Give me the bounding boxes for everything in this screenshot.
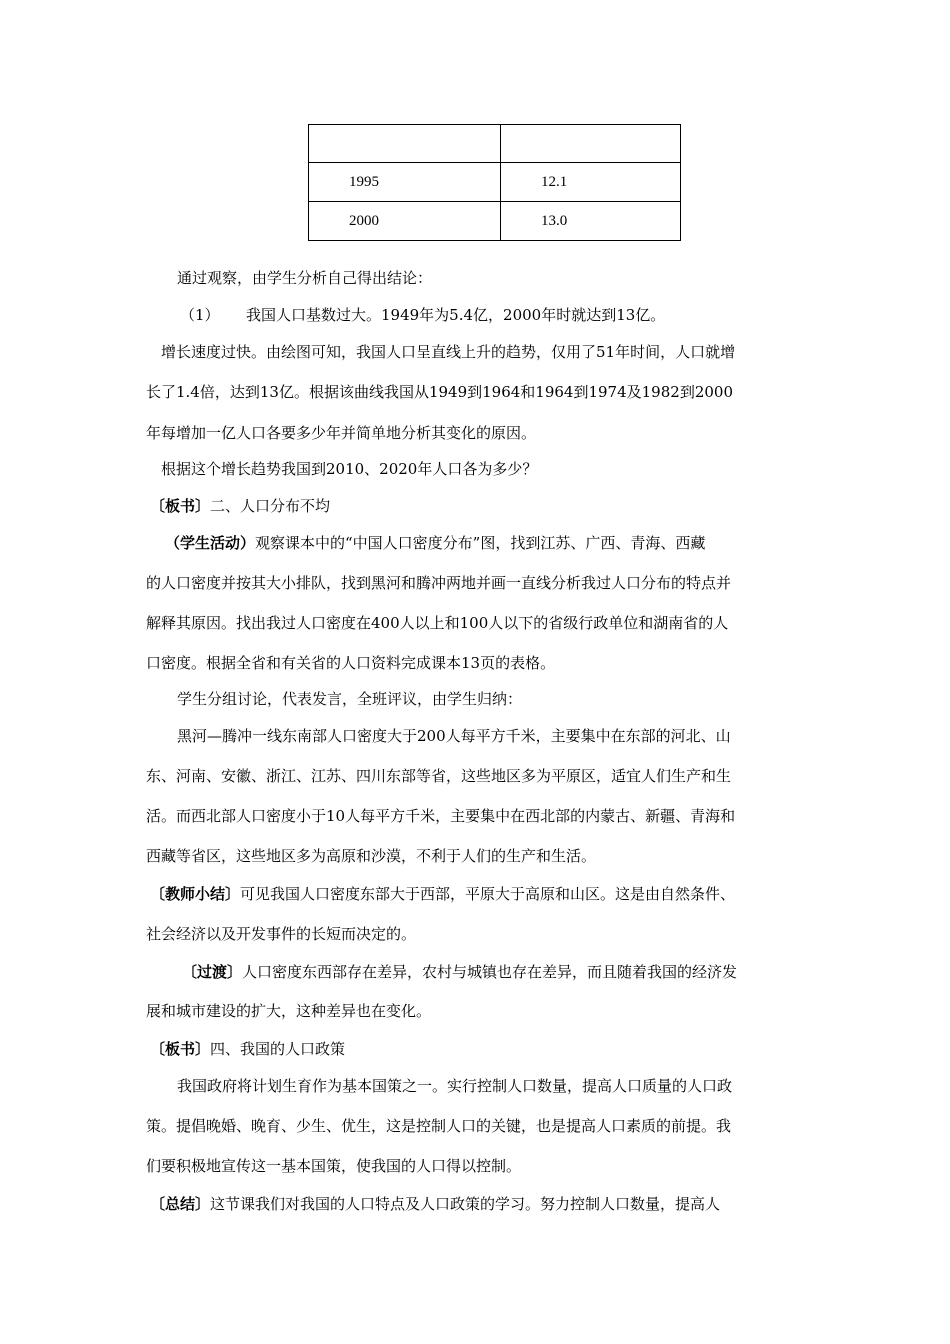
paragraph-line: 活。而西北部人口密度小于10人每平方千米，主要集中在西北部的内蒙古、新疆、青海和 [146,807,736,825]
table-row [309,202,681,241]
paragraph-line: 根据这个增长趋势我国到2010、2020年人口各为多少？ [161,460,538,478]
paragraph-text: 可见我国人口密度东部大于西部，平原大于高原和山区。这是由自然条件、 [240,885,736,903]
table-cell-population: 12.1 [501,163,681,202]
table-cell-year: 1995 [309,163,501,202]
section-label: 〔教师小结〕 [150,885,241,903]
section-heading: 四、我国的人口政策 [210,1040,346,1058]
paragraph-line [165,533,705,553]
section-label: 〔过渡〕 [182,963,243,981]
paragraph-line: 口密度。根据全省和有关省的人口资料完成课本13页的表格。 [146,654,556,672]
paragraph-line: 们要积极地宣传这一基本国策，使我国的人口得以控制。 [146,1157,522,1175]
paragraph-line: 策。提倡晚婚、晚育、少生、优生，这是控制人口的关键，也是提高人口素质的前提。我 [146,1117,732,1135]
paragraph-line: 的人口密度并按其大小排队，找到黑河和腾冲两地并画一直线分析我过人口分布的特点并 [146,574,732,592]
table-cell-year [309,125,501,163]
table-row [309,163,681,202]
section-label: （学生活动） [165,534,256,552]
paragraph-line: 西藏等省区，这些地区多为高原和沙漠，不利于人们的生产和生活。 [146,847,597,865]
population-table [308,124,681,241]
paragraph-text: 这节课我们对我国的人口特点及人口政策的学习。努力控制人口数量，提高人 [210,1195,721,1213]
paragraph-text: 人口密度东西部存在差异，农村与城镇也存在差异，而且随着我国的经济发 [242,963,738,981]
section-heading: 二、人口分布不均 [210,497,331,515]
paragraph-line [182,962,737,982]
section-label: 〔板书〕 [150,497,211,515]
paragraph-line: 我国人口基数过大。1949年为5.4亿，2000年时就达到13亿。 [246,306,666,324]
paragraph-line [150,1194,720,1214]
table-cell-population [501,125,681,163]
section-label: 〔总结〕 [150,1195,211,1213]
section-heading-line [150,496,330,516]
paragraph-line: 学生分组讨论，代表发言，全班评议，由学生归纳： [177,690,523,708]
section-heading-line [150,1039,345,1059]
paragraph-line: 增长速度过快。由绘图可知，我国人口呈直线上升的趋势，仅用了51年时间，人口就增 [161,343,736,361]
paragraph-line: 长了1.4倍，达到13亿。根据该曲线我国从1949到1964和1964到1974及1982到2000 [146,383,733,401]
paragraph-line: 东、河南、安徽、浙江、江苏、四川东部等省，这些地区多为平原区，适宜人们生产和生 [146,767,732,785]
paragraph-line: 展和城市建设的扩大，这种差异也在变化。 [146,1002,432,1020]
paragraph-line: 我国政府将计划生育作为基本国策之一。实行控制人口数量，提高人口质量的人口政 [177,1077,733,1095]
paragraph-line: 解释其原因。找出我过人口密度在400人以上和100人以下的省级行政单位和湖南省的人 [146,614,729,632]
paragraph-line: 社会经济以及开发事件的长短而决定的。 [146,925,417,943]
table-cell-population: 13.0 [501,202,681,241]
paragraph-line [150,884,735,904]
paragraph-line: 黑河—腾冲一线东南部人口密度大于200人每平方千米，主要集中在东部的河北、山 [177,727,731,745]
paragraph-text: 观察课本中的“中国人口密度分布”图，找到江苏、广西、青海、西藏 [255,534,706,552]
section-label: 〔板书〕 [150,1040,211,1058]
table-row [309,125,681,163]
list-marker: （1） [180,306,220,324]
paragraph-line: 年每增加一亿人口各要多少年并简单地分析其变化的原因。 [146,424,537,442]
paragraph-line: 通过观察，由学生分析自己得出结论： [177,269,433,287]
table-cell-year: 2000 [309,202,501,241]
